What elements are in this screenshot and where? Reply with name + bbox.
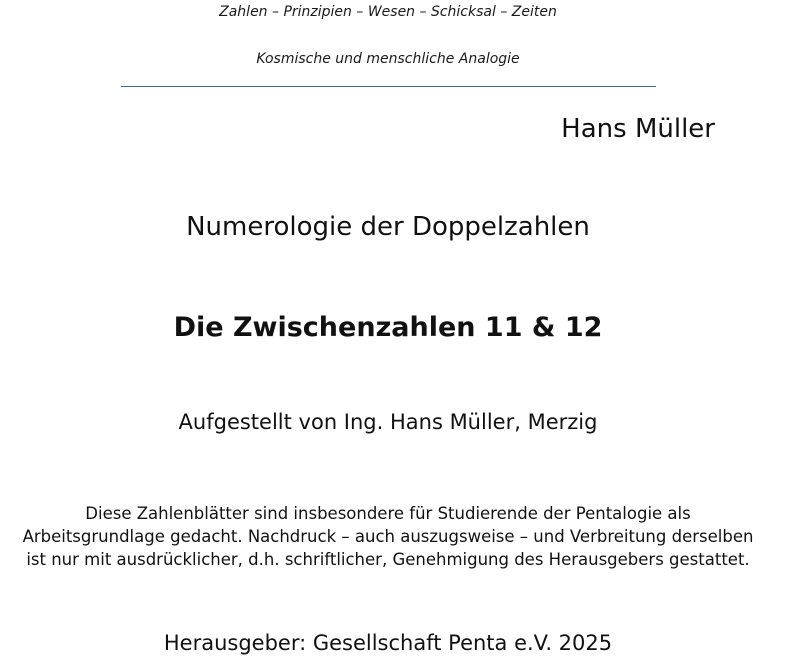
header-divider [121, 86, 656, 87]
analogy-subtitle: Kosmische und menschliche Analogie [256, 51, 520, 67]
main-title: Die Zwischenzahlen 11 & 12 [173, 312, 603, 343]
notice-line: Arbeitsgrundlage gedacht. Nachdruck – auch auszugsweise – und Verbreitung derselben [22, 527, 754, 546]
compiled-by: Aufgestellt von Ing. Hans Müller, Merzig [178, 410, 598, 434]
copyright-notice [0, 502, 776, 571]
publisher-line: Herausgeber: Gesellschaft Penta e.V. 2025 [163, 631, 613, 655]
series-title: Numerologie der Doppelzahlen [186, 212, 590, 242]
topics-subtitle: Zahlen – Prinzipien – Wesen – Schicksal – Zeiten [219, 4, 557, 20]
notice-line: Diese Zahlenblätter sind insbesondere für Studierende der Pentalogie als [85, 504, 691, 523]
notice-line: ist nur mit ausdrücklicher, d.h. schriftlicher, Genehmigung des Herausgebers gestattet. [26, 550, 750, 569]
author-name: Hans Müller [561, 114, 715, 144]
